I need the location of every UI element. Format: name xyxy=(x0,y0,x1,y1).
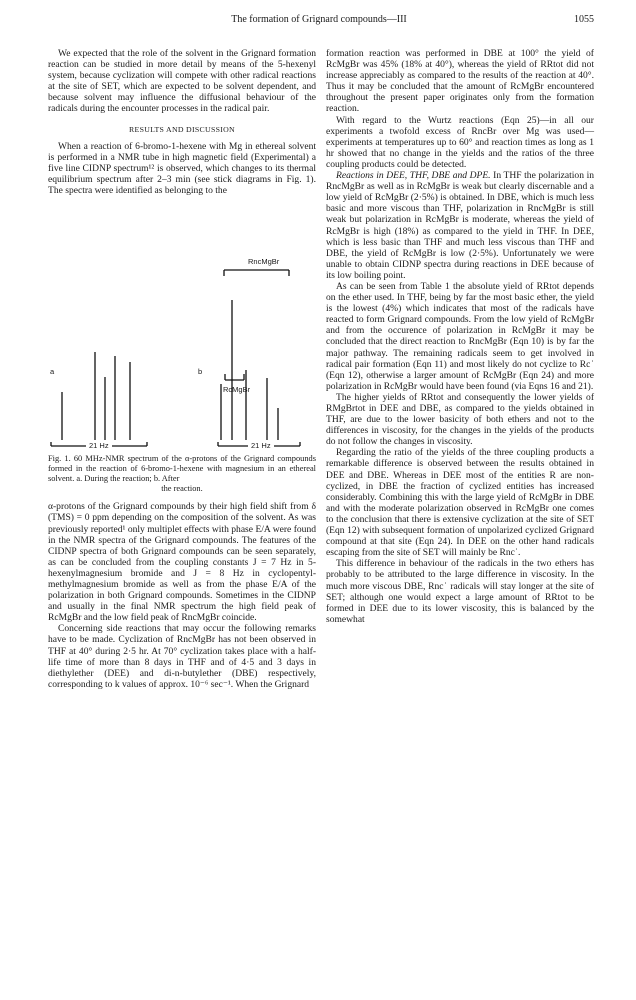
paragraph: α-protons of the Grignard compounds by their high field shift from δ (TMS) = 0 ppm depending on the composition of the solvent. As was previously reported¹ only multiplet effects with phase E/A were found in the NMR spectra of the Grignard compounds. The features of the CIDNP spectra of both Grignard compounds can be seen separately, as can be concluded from the coupling constants J = 7 Hz in 5-hexenylmagnesium bromide and J = 8 Hz in cyclopentyl-methylmagnesium bromide as well as from the phase E/A of the polarization in both Grignard compounds. Sometimes in the CIDNP and usually in the final NMR spectrum the high field peak of RcMgBr and the low field peak of RncMgBr coincide. xyxy=(48,501,316,624)
figure-1-stick-diagram xyxy=(48,202,316,452)
page-number: 1055 xyxy=(574,14,594,25)
left-column xyxy=(48,48,316,690)
running-header xyxy=(44,14,594,28)
paragraph: formation reaction was performed in DBE at 100° the yield of RcMgBr was 45% (18% at 40°), whereas the yield of RRtot did not increase appreciably as compared to the results of the reaction at 40°. Thus it may be concluded that the amount of RcMgBr encountered throughout the present paper originates only from the formation reaction. xyxy=(326,48,594,115)
label-a: a xyxy=(50,367,55,377)
paragraph-text: In THF the polarization in RncMgBr as well as in RcMgBr is weak but clearly discernable and a low yield of RcMgBr (2·5%) is obtained. In DBE, which is much less basic and more viscous than THF, polarization in RncMgBr is still weak but polarization in RcMgBr is moderate, whereas the yield of RcMgBr is high (18%) as compared to the yield in THF. In DEE, which is less basic than THF and much less viscous than THF and DBE, the yield of RcMgBr is low (2·5%). Unfortunately we were unable to obtain CIDNP spectra during reactions in DEE because of its low boiling point. xyxy=(326,170,594,281)
paragraph: We expected that the role of the solvent in the Grignard formation reaction can be studied in more detail by means of the 5-hexenyl system, because cyclization will compete with other radical reactions at the site of SET, which are expected to be solvent dependent, and because solvent may influence the diffusional behaviour of the radicals during the encounter processes in the radical pair. xyxy=(48,48,316,115)
paragraph: Regarding the ratio of the yields of the three coupling products a remarkable difference is observed between the results obtained in DEE and DBE. Whereas in DEE most of the entities R are non-cyclized, in DBE the fraction of cyclized entities has increased considerably. Combining this with the large yield of RcMgBr in DBE and with the moderate polarization observed in RcMgBr one comes to the conclusion that there is extensive cyclization at the site of SET (Eqn 12) with subsequent formation of unpolarized cyclized Grignard compound at that site (Eqn 24). In DEE on the other hand radicals escaping from the site of SET will mainly be Rnc˙. xyxy=(326,447,594,559)
section-heading: RESULTS AND DISCUSSION xyxy=(129,124,235,134)
figure-caption xyxy=(48,454,316,493)
running-title: The formation of Grignard compounds—III xyxy=(231,14,407,25)
scale-label-b: 21 Hz xyxy=(248,440,274,451)
scale-label-a: 21 Hz xyxy=(86,440,112,451)
caption-end: the reaction. xyxy=(161,483,203,493)
paragraph: When a reaction of 6-bromo-1-hexene with Mg in ethereal solvent is performed in a NMR tube in high magnetic field (Experimental) a five line CIDNP spectrum¹² is observed, which changes to its thermal equilibrium spectrum after 2–3 min (see stick diagrams in Fig. 1). The spectra were identified as belonging to the xyxy=(48,140,316,197)
subsection-title: Reactions in DEE, THF, DBE and DPE. xyxy=(336,170,491,182)
paragraph: As can be seen from Table 1 the absolute yield of RRtot depends on the ether used. In THF, being by far the most basic ether, the yield is the lowest (4%) which indicates that most of the radicals have reacted to form Grignard compounds. From the low yield of RcMgBr and from the occurence of polarization in RcMgBr it may be concluded that the direct reaction to RncMgBr (Eqn 10) is by far the major pathway. The remaining radicals seem to get involved in radical pair formation (Eqn 11) and most likely do not cyclize to Rc˙ (Eqn 12), otherwise a larger amount of RcMgBr (Eqn 24) and more polarization in RcMgBr would have been found (via Eqns 16 and 21). xyxy=(326,280,594,392)
stick-diagram-svg xyxy=(48,202,316,452)
label-rncmgbr: RncMgBr xyxy=(248,257,280,267)
label-b: b xyxy=(198,367,203,377)
label-rcmgbr: RcMgBr xyxy=(223,385,251,395)
paragraph: With regard to the Wurtz reactions (Eqn 25)—in all our experiments a twofold excess of RncBr over Mg was used—experiments at temperatures up to 60° and reaction times as long as 1 hr showed that no change in the yields and the ratios of the three coupling products could be detected. xyxy=(326,114,594,170)
paragraph: The higher yields of RRtot and consequently the lower yields of RMgBrtot in DEE and DBE, as compared to the yields obtained in THF, are due to the lower basicity of both ethers and not to the differences in viscosity, for the changes in the yields of the products do not follow the changes in viscosity. xyxy=(326,391,594,448)
paragraph: This difference in behaviour of the radicals in the two ethers has probably to be attributed to the large difference in viscosity. In the much more viscous DBE, Rnc˙ radicals will stay longer at the site of SET; although one would expect a large amount of RRtot to be formed in DEE due to its lower viscosity, this is balanced by the somewhat xyxy=(326,558,594,625)
paragraph: Concerning side reactions that may occur the following remarks have to be made. Cyclization of RncMgBr has not been observed in THF at 40° during 2·5 hr. At 70° cyclization takes place with a half-life time of more than 8 days in THF and of 4·5 and 3 days in diethylether (DEE) and di-n-butylether (DBE) respectively, corresponding to k values of approx. 10⁻⁶ sec⁻¹. When the Grignard xyxy=(48,623,316,690)
right-column xyxy=(326,48,594,625)
paragraph xyxy=(326,170,594,281)
caption-text: Fig. 1. 60 MHz-NMR spectrum of the α-protons of the Grignard compounds formed in the reaction of 6-bromo-1-hexene with magnesium in an ethereal solvent. a. During the reaction; b. After xyxy=(48,454,316,483)
